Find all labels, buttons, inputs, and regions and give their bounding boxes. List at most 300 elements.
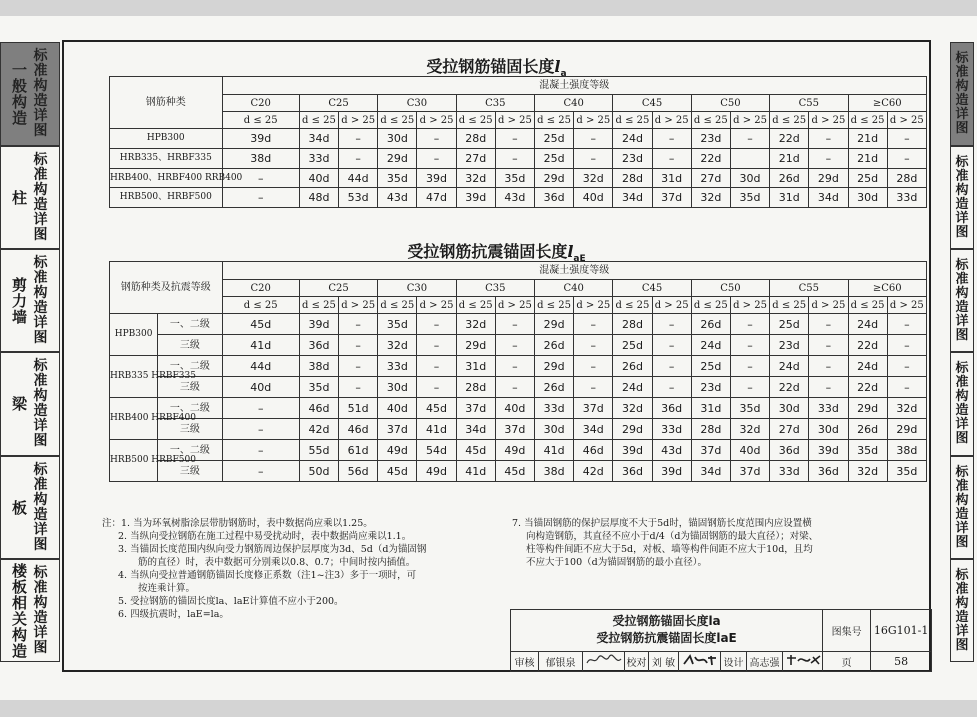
table-cell: – (887, 149, 926, 169)
table-cell: 39d (809, 440, 848, 461)
table-cell: 25d (535, 129, 574, 149)
table-cell: 35d (378, 314, 417, 335)
table-cell: – (417, 377, 456, 398)
table-cell: – (339, 377, 378, 398)
table-cell: 34d (574, 419, 613, 440)
note-line: 按连乘计算。 (138, 583, 196, 594)
table-cell: 36d (299, 335, 338, 356)
table-cell: – (652, 314, 691, 335)
diameter-header: d ≤ 25 (378, 297, 417, 314)
table-cell: – (222, 169, 299, 188)
table-cell: 29d (613, 419, 652, 440)
grade-header: C50 (691, 95, 769, 112)
table-cell: 33d (378, 356, 417, 377)
concrete-grade-header: 混凝土强度等级 (222, 77, 926, 95)
table-cell: – (222, 419, 299, 440)
diameter-header: d ≤ 25 (535, 112, 574, 129)
right-tab-3[interactable] (950, 249, 974, 352)
table-cell: – (339, 335, 378, 356)
diameter-header: d > 25 (339, 297, 378, 314)
note-line: 柱等构件间距不应大于5d，对板、墙等构件间距不应大于10d，且均 (526, 544, 813, 555)
table-row (110, 419, 927, 440)
table-cell: – (809, 149, 848, 169)
table-cell: – (574, 129, 613, 149)
diameter-header: d ≤ 25 (456, 112, 495, 129)
table-cell: 29d (456, 335, 495, 356)
diameter-header: d > 25 (417, 297, 456, 314)
table-cell: 28d (456, 129, 495, 149)
right-tab-2[interactable] (950, 146, 974, 249)
table-cell: – (809, 356, 848, 377)
table-cell: 24d (691, 335, 730, 356)
design-label: 设计 (721, 651, 747, 671)
right-tab-1[interactable] (950, 42, 974, 146)
table-cell: 25d (691, 356, 730, 377)
table-cell: 40d (299, 169, 338, 188)
grade-header: C45 (613, 280, 691, 297)
table-row (110, 188, 927, 208)
seismic-anchorage-length-table (109, 261, 927, 482)
left-tab-title: 楼板相关构造 (12, 561, 28, 660)
table-cell: 34d (691, 461, 730, 482)
left-tab-2[interactable] (0, 146, 60, 249)
table-cell: 32d (887, 398, 926, 419)
table-cell: – (222, 440, 299, 461)
table-cell: – (574, 149, 613, 169)
left-tab-title: 板 (12, 498, 28, 517)
seismic-level-label: 三级 (158, 335, 222, 356)
diameter-header: d ≤ 25 (770, 297, 809, 314)
design-name: 高志强 (747, 651, 783, 671)
table-cell: 45d (456, 440, 495, 461)
title-block-name: 受拉钢筋锚固长度la 受拉钢筋抗震锚固长度laE (511, 610, 823, 652)
diameter-header: d > 25 (417, 112, 456, 129)
seismic-level-label: 一、二级 (158, 356, 222, 377)
table-cell: – (809, 129, 848, 149)
table-cell: 46d (339, 419, 378, 440)
table-cell: 38d (887, 440, 926, 461)
grade-header: C30 (378, 280, 456, 297)
table-cell: – (730, 356, 769, 377)
diameter-header: d ≤ 25 (848, 112, 887, 129)
table-cell: 29d (887, 419, 926, 440)
table-cell: – (339, 314, 378, 335)
grade-header: ≥C60 (848, 280, 927, 297)
table-cell: 40d (222, 377, 299, 398)
diameter-header: d ≤ 25 (613, 297, 652, 314)
right-tab-label: 标准构造详图 (955, 464, 969, 550)
note-line: 4. 当纵向受拉普通钢筋锚固长度修正系数（注1~注3）多于一项时，可 (118, 570, 417, 581)
table-cell: 47d (417, 188, 456, 208)
table-cell: 40d (495, 398, 534, 419)
right-tab-label: 标准构造详图 (955, 567, 969, 653)
table-cell: 41d (417, 419, 456, 440)
rebar-type-label: HRB335 HRBF335 (110, 356, 158, 398)
table-cell: 24d (613, 129, 652, 149)
table-cell: – (495, 314, 534, 335)
diameter-header: d > 25 (730, 112, 769, 129)
table-cell: – (574, 377, 613, 398)
table-cell: – (730, 335, 769, 356)
table-cell: 23d (770, 335, 809, 356)
table-type-header: 钢筋种类 (110, 77, 223, 129)
table-cell: – (652, 149, 691, 169)
note-line: 3. 当锚固长度范围内纵向受力钢筋周边保护层厚度为3d、5d（d为锚固钢 (118, 544, 427, 555)
table-cell: – (652, 356, 691, 377)
table-cell: – (730, 129, 769, 149)
rebar-type-label: HRB400、HRBF400 RRB400 (110, 169, 223, 188)
table-cell: 34d (456, 419, 495, 440)
table-cell: 36d (652, 398, 691, 419)
table-cell: – (652, 129, 691, 149)
table-cell: 35d (299, 377, 338, 398)
table-cell: 48d (299, 188, 338, 208)
grade-header: C30 (378, 95, 456, 112)
table-cell: – (809, 314, 848, 335)
table-cell: 44d (222, 356, 299, 377)
left-tab-subtitle: 标准构造详图 (33, 564, 48, 656)
table-type-header: 钢筋种类及抗震等级 (110, 262, 223, 314)
table-cell: 24d (613, 377, 652, 398)
table-cell: – (652, 335, 691, 356)
left-tab-1[interactable] (0, 42, 60, 146)
table-cell: 26d (848, 419, 887, 440)
diameter-header: d ≤ 25 (535, 297, 574, 314)
diameter-header: d > 25 (574, 112, 613, 129)
table2-title: 受拉钢筋抗震锚固长度$l_{aE}$ (407, 242, 586, 265)
table-cell: 46d (299, 398, 338, 419)
table-cell: 24d (848, 314, 887, 335)
table-cell: 32d (730, 419, 769, 440)
table-cell: 37d (574, 398, 613, 419)
table-cell: – (809, 377, 848, 398)
table-cell: 38d (222, 149, 299, 169)
diameter-header: d > 25 (495, 297, 534, 314)
left-tab-title: 剪力墙 (12, 275, 28, 326)
grade-header: C55 (770, 95, 848, 112)
right-tab-label: 标准构造详图 (955, 51, 969, 136)
table-cell: – (495, 356, 534, 377)
notes-right (512, 517, 818, 569)
grade-header: C25 (299, 95, 377, 112)
diameter-header: d ≤ 25 (613, 112, 652, 129)
table-cell: 41d (535, 440, 574, 461)
table-cell: 23d (613, 149, 652, 169)
table-cell: – (222, 461, 299, 482)
table-cell: 51d (339, 398, 378, 419)
notes-left (102, 517, 426, 621)
grade-header: ≥C60 (848, 95, 926, 112)
table-cell: – (574, 335, 613, 356)
table-cell: 35d (848, 440, 887, 461)
note-line: 不应大于100（d为锚固钢筋的最小直径）。 (526, 557, 707, 568)
table-cell: 61d (339, 440, 378, 461)
table-cell: 32d (574, 169, 613, 188)
left-tab-subtitle: 标准构造详图 (33, 254, 48, 346)
table-row (110, 129, 927, 149)
seismic-level-label: 一、二级 (158, 440, 222, 461)
table-cell: 34d (299, 129, 338, 149)
left-tab-title: 柱 (12, 188, 28, 207)
grade-header: C55 (770, 280, 848, 297)
concrete-grade-header: 混凝土强度等级 (222, 262, 926, 280)
table-cell: 36d (613, 461, 652, 482)
table-cell (730, 149, 769, 169)
diameter-header: d > 25 (887, 112, 926, 129)
table-cell: – (574, 356, 613, 377)
table-cell: – (417, 314, 456, 335)
table-cell: 25d (770, 314, 809, 335)
grade-header: C20 (222, 95, 299, 112)
table-row (110, 149, 927, 169)
table-cell: – (222, 398, 299, 419)
check-label: 校对 (625, 651, 649, 671)
table-cell: 40d (574, 188, 613, 208)
table-row (110, 377, 927, 398)
table-cell: 35d (378, 169, 417, 188)
table-cell: 32d (691, 188, 730, 208)
table-cell: – (339, 129, 378, 149)
table-cell: 40d (730, 440, 769, 461)
diameter-header: d > 25 (652, 297, 691, 314)
table-cell: 56d (339, 461, 378, 482)
note-line: 2. 当纵向受拉钢筋在施工过程中易受扰动时，表中数据尚应乘以1.1。 (118, 531, 412, 542)
table-cell: 30d (535, 419, 574, 440)
table-cell: 33d (809, 398, 848, 419)
table-cell: 38d (535, 461, 574, 482)
diameter-header: d ≤ 25 (222, 112, 299, 129)
table-cell: – (339, 149, 378, 169)
table-cell: 35d (887, 461, 926, 482)
table-cell: 23d (691, 129, 730, 149)
grade-header: C50 (691, 280, 769, 297)
table-cell: 31d (456, 356, 495, 377)
table-cell: 41d (456, 461, 495, 482)
diameter-header: d ≤ 25 (222, 297, 299, 314)
table-row (110, 356, 927, 377)
diameter-header: d > 25 (652, 112, 691, 129)
rebar-type-label: HPB300 (110, 129, 223, 149)
table-cell: 31d (652, 169, 691, 188)
left-tab-subtitle: 标准构造详图 (33, 461, 48, 553)
table-cell: 29d (378, 149, 417, 169)
note-line: 筋的直径）时，表中数据可分别乘以0.8、0.7；中间时按内插值。 (138, 557, 416, 568)
right-tab-label: 标准构造详图 (955, 361, 969, 446)
table-cell: – (887, 377, 926, 398)
table-cell: 30d (378, 129, 417, 149)
table-cell: – (809, 335, 848, 356)
diameter-header: d ≤ 25 (456, 297, 495, 314)
left-tab-subtitle: 标准构造详图 (33, 358, 48, 449)
table-cell: 39d (299, 314, 338, 335)
table-cell: 43d (652, 440, 691, 461)
left-tab-3[interactable] (0, 249, 60, 352)
table-cell: – (495, 377, 534, 398)
table-cell: 25d (613, 335, 652, 356)
check-name: 刘 敏 (649, 651, 679, 671)
table-cell: 22d (770, 129, 809, 149)
table-cell: – (887, 314, 926, 335)
diameter-header: d ≤ 25 (691, 297, 730, 314)
left-tab-4[interactable] (0, 352, 60, 456)
note-line: 注：1. 当为环氧树脂涂层带肋钢筋时，表中数据尚应乘以1.25。 (102, 518, 373, 529)
table-cell: 25d (535, 149, 574, 169)
left-tab-subtitle: 标准构造详图 (33, 48, 48, 139)
table-cell: 28d (691, 419, 730, 440)
right-tab-label: 标准构造详图 (955, 154, 969, 240)
title-block (510, 609, 932, 672)
grade-header: C35 (456, 280, 534, 297)
table-cell: – (417, 335, 456, 356)
page-label: 页 (823, 651, 871, 671)
table-cell: 32d (613, 398, 652, 419)
review-signature (583, 651, 625, 671)
table-cell: 29d (848, 398, 887, 419)
table-cell: 49d (378, 440, 417, 461)
table-cell: 21d (848, 129, 887, 149)
table-cell: 22d (691, 149, 730, 169)
table-cell: – (339, 356, 378, 377)
table-cell: – (417, 129, 456, 149)
table-cell: 35d (495, 169, 534, 188)
check-signature (679, 651, 721, 671)
table-cell: 49d (495, 440, 534, 461)
table-cell: 45d (417, 398, 456, 419)
diameter-header: d > 25 (809, 112, 848, 129)
table-cell: 36d (535, 188, 574, 208)
table-cell: 33d (299, 149, 338, 169)
table-cell: 43d (495, 188, 534, 208)
table-cell: 40d (378, 398, 417, 419)
table-cell: 45d (495, 461, 534, 482)
diameter-header: d > 25 (339, 112, 378, 129)
table-cell: 35d (730, 188, 769, 208)
seismic-level-label: 三级 (158, 419, 222, 440)
table-cell: 28d (613, 314, 652, 335)
table-cell: 27d (691, 169, 730, 188)
table-cell: – (887, 129, 926, 149)
table-cell: 50d (299, 461, 338, 482)
grade-header: C35 (456, 95, 534, 112)
table-cell: 26d (770, 169, 809, 188)
table-cell: 54d (417, 440, 456, 461)
table-cell: 33d (535, 398, 574, 419)
table-row (110, 398, 927, 419)
table-cell: 30d (848, 188, 887, 208)
seismic-level-label: 一、二级 (158, 398, 222, 419)
table-cell: 41d (222, 335, 299, 356)
table-cell: – (495, 335, 534, 356)
table-row (110, 169, 927, 188)
table-cell: – (222, 188, 299, 208)
table-cell: 29d (809, 169, 848, 188)
rebar-type-label: HRB500、HRBF500 (110, 188, 223, 208)
table-cell: – (495, 129, 534, 149)
table-cell: 24d (848, 356, 887, 377)
diameter-header: d ≤ 25 (848, 297, 887, 314)
table-cell: – (730, 314, 769, 335)
diameter-header: d ≤ 25 (378, 112, 417, 129)
table-cell: 30d (730, 169, 769, 188)
table-cell: 36d (809, 461, 848, 482)
rebar-type-label: HRB335、HRBF335 (110, 149, 223, 169)
table-cell: 36d (770, 440, 809, 461)
table-cell: 38d (299, 356, 338, 377)
left-tab-title: 梁 (12, 395, 28, 413)
grade-header: C20 (222, 280, 299, 297)
table-cell: 37d (691, 440, 730, 461)
table-cell: 23d (691, 377, 730, 398)
atlas-number: 16G101-1 (871, 610, 932, 652)
left-tab-6[interactable] (0, 559, 60, 662)
grade-header: C45 (613, 95, 691, 112)
table-cell: 28d (887, 169, 926, 188)
right-tab-label: 标准构造详图 (955, 257, 969, 343)
diameter-header: d ≤ 25 (770, 112, 809, 129)
table-row (110, 440, 927, 461)
table-cell: 34d (613, 188, 652, 208)
table-cell: 31d (770, 188, 809, 208)
table-cell: 32d (456, 169, 495, 188)
table-cell: – (417, 149, 456, 169)
page-number: 58 (871, 651, 932, 671)
table-cell: 30d (809, 419, 848, 440)
table-cell: 29d (535, 314, 574, 335)
diameter-header: d ≤ 25 (691, 112, 730, 129)
table-cell: 21d (770, 149, 809, 169)
table-cell: – (495, 149, 534, 169)
table-cell: 39d (222, 129, 299, 149)
table-cell: 42d (299, 419, 338, 440)
table-cell: 22d (848, 377, 887, 398)
right-tab-4[interactable] (950, 352, 974, 456)
table-row (110, 335, 927, 356)
table-cell: 26d (691, 314, 730, 335)
review-name: 郁银泉 (539, 651, 583, 671)
table-cell: 31d (691, 398, 730, 419)
table-row (110, 461, 927, 482)
diameter-header: d ≤ 25 (299, 112, 338, 129)
left-tab-5[interactable] (0, 456, 60, 559)
table-cell: 33d (887, 188, 926, 208)
review-label: 审核 (511, 651, 539, 671)
left-tab-title: 一般构造 (12, 61, 28, 127)
table-cell: 25d (848, 169, 887, 188)
table-cell: – (887, 356, 926, 377)
table-cell: 27d (456, 149, 495, 169)
table-cell: 53d (339, 188, 378, 208)
table-cell: 26d (535, 377, 574, 398)
table-cell: 22d (770, 377, 809, 398)
seismic-level-label: 三级 (158, 377, 222, 398)
note-line: 6. 四级抗震时，laE=la。 (118, 609, 229, 620)
grade-header: C40 (535, 280, 613, 297)
table-cell: 39d (613, 440, 652, 461)
diameter-header: d > 25 (809, 297, 848, 314)
right-tab-6[interactable] (950, 559, 974, 662)
table-cell: 28d (456, 377, 495, 398)
left-tab-subtitle: 标准构造详图 (33, 151, 48, 243)
table-cell: 37d (456, 398, 495, 419)
table-cell: 45d (222, 314, 299, 335)
table-cell: 55d (299, 440, 338, 461)
table-cell: 33d (652, 419, 691, 440)
right-tab-5[interactable] (950, 456, 974, 559)
table-cell: – (417, 356, 456, 377)
note-line: 5. 受拉钢筋的锚固长度la、laE计算值不应小于200。 (118, 596, 344, 607)
table-cell: 42d (574, 461, 613, 482)
table-cell: 49d (417, 461, 456, 482)
